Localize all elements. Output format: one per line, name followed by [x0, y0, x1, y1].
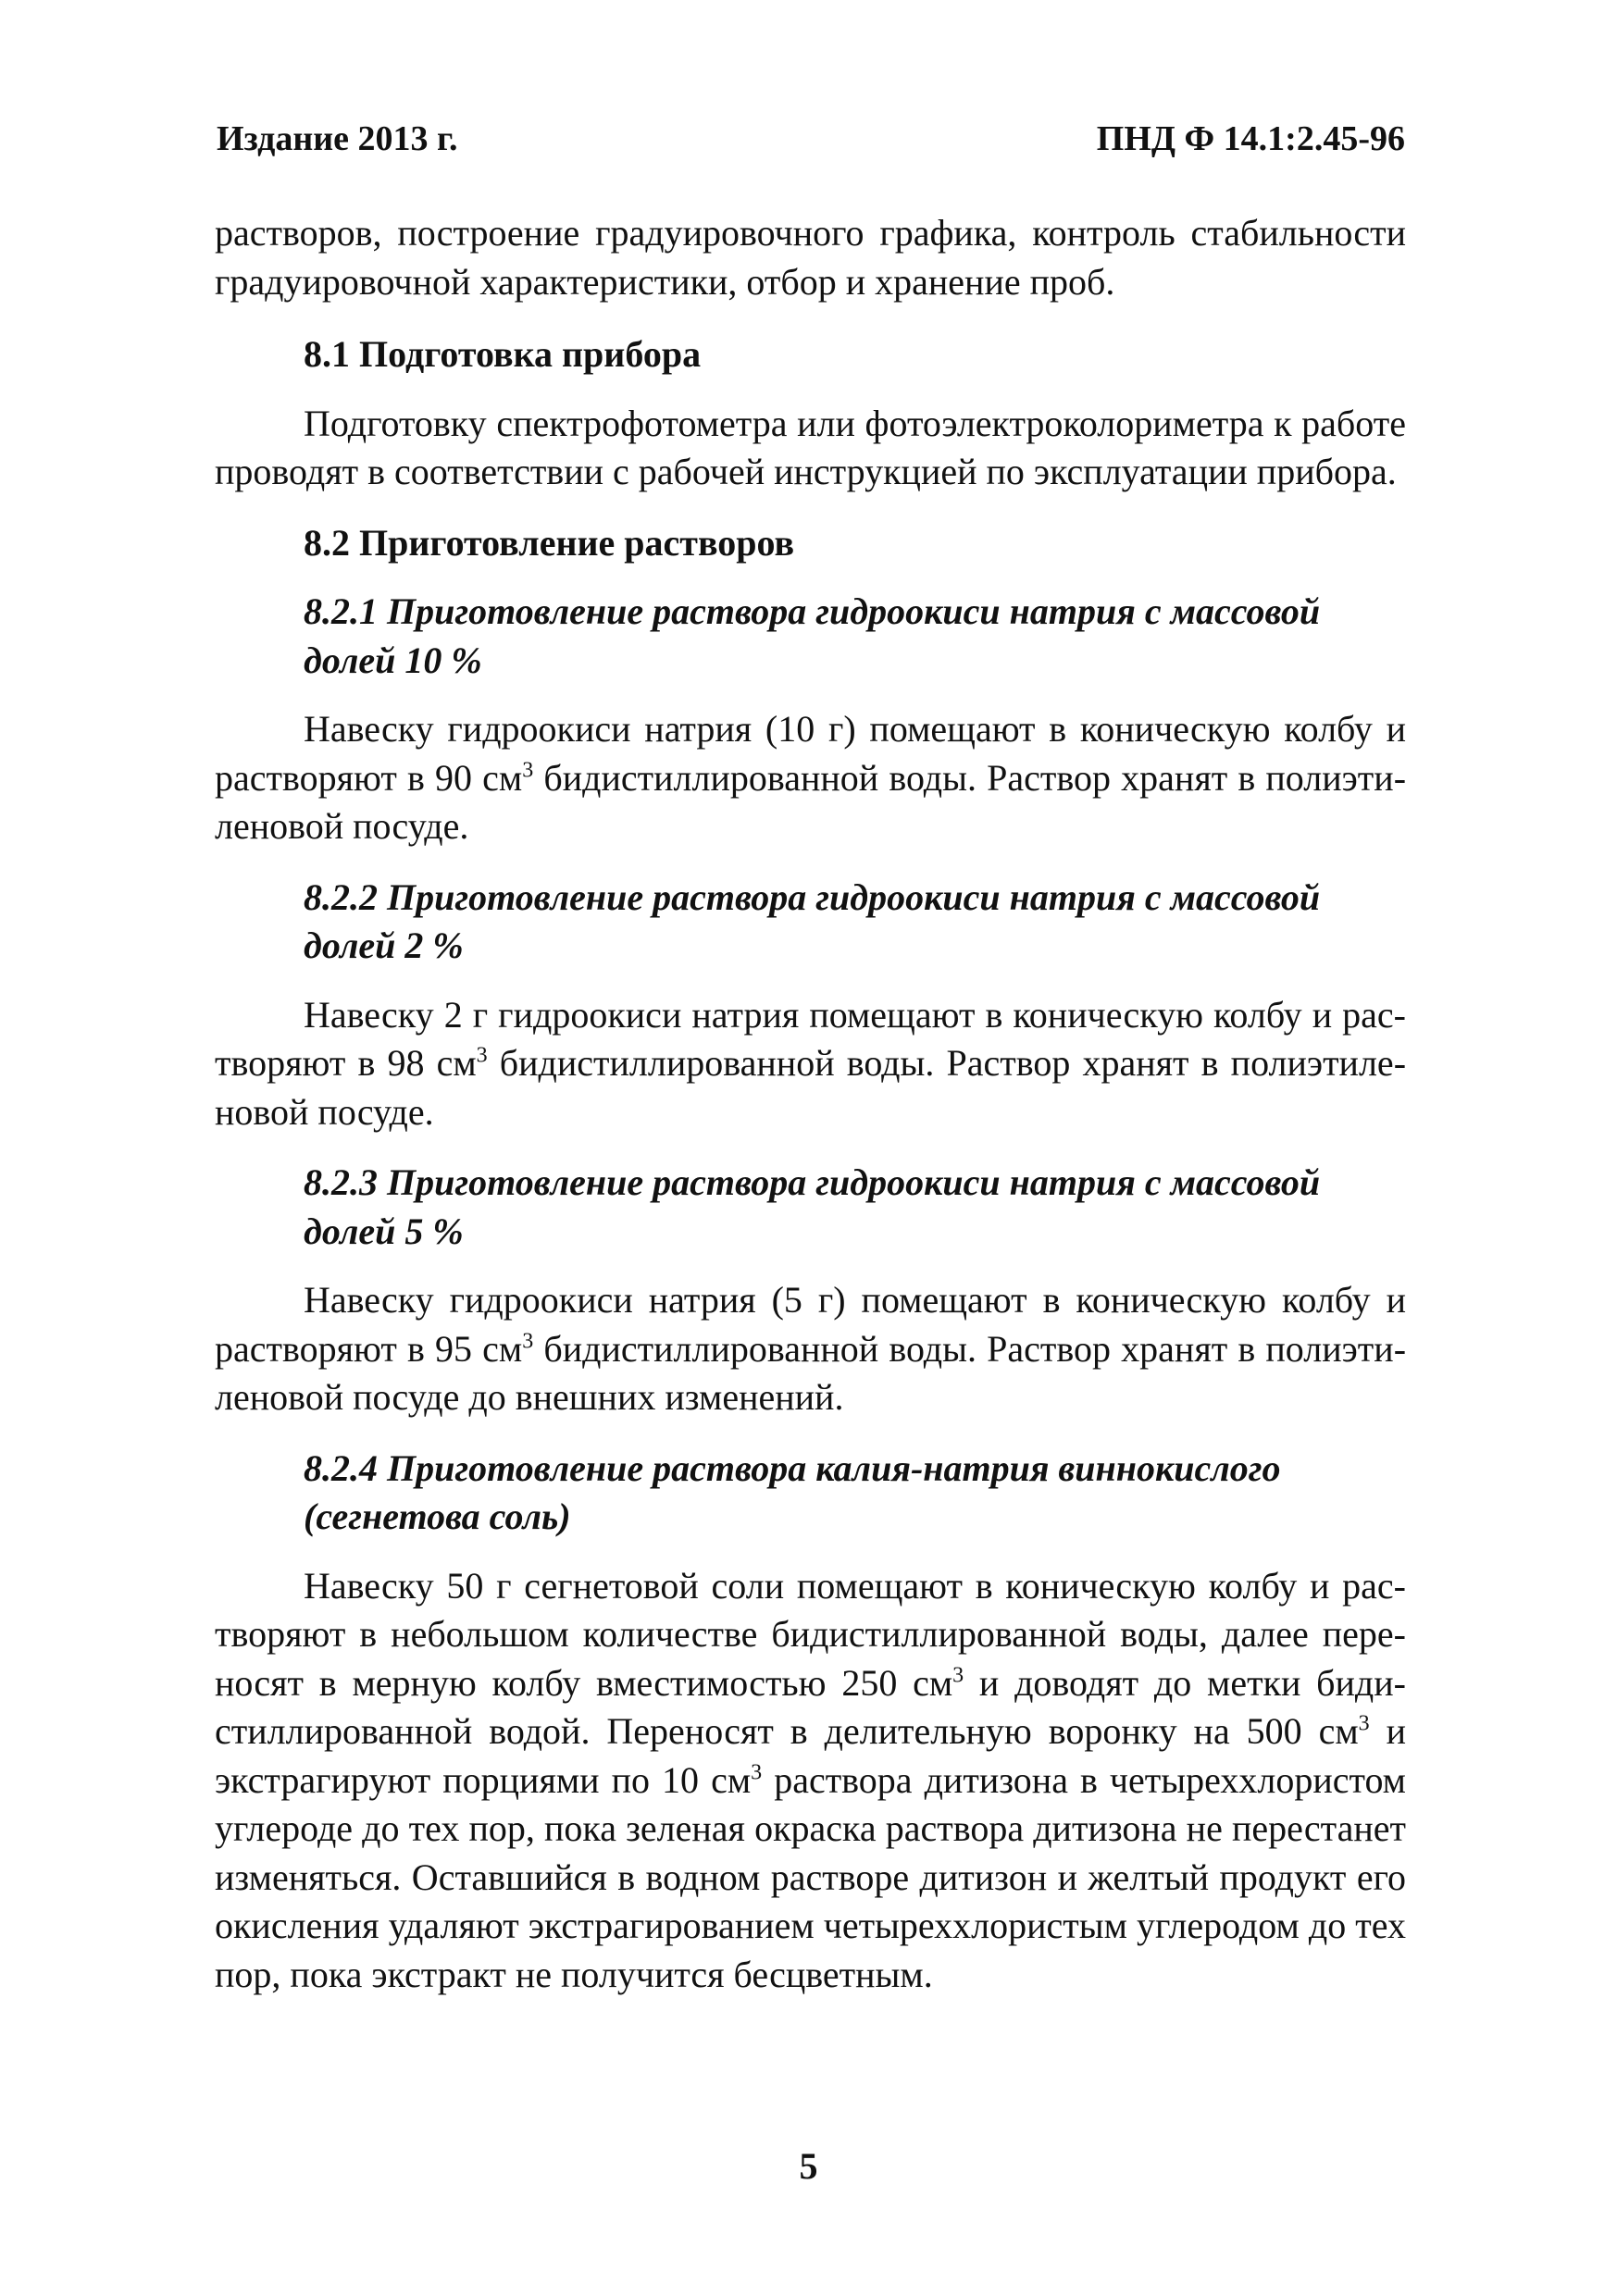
subsection-8-2-4-heading: 8.2.4 Приготовление раствора калия-натрия виннокислого (сегнетова соль): [304, 1446, 1281, 1537]
superscript-3: 3: [476, 1043, 488, 1068]
paragraph-text: бидистиллированной воды. Раствор хранят в полиэтиленовой посуде.: [215, 1042, 1407, 1133]
section-8-1-heading: 8.1 Подготовка прибора: [304, 333, 702, 375]
subsection-8-2-4-paragraph: [215, 1562, 1406, 2000]
intro-paragraph: растворов, построение градуировочного графика, контроль стабильности градуировочной характеристики, отбор и хранение проб.: [215, 212, 1406, 303]
page-body: [215, 209, 1406, 1999]
paragraph-text: Навеску гидроокиси натрия (10 г) помещают в коническую колбу и растворяют в 90 см: [215, 708, 1406, 799]
superscript-3: 3: [751, 1760, 763, 1785]
section-8-1-paragraph: Подготовку спектрофотометра или фотоэлектроколориметра к работе проводят в соответствии с рабочей инструкцией по эксплуатации прибора.: [215, 402, 1406, 492]
paragraph-text: Навеску 50 г сегнетовой соли помещают в коническую колбу и растворяют в небольшом количестве бидистиллированной воды, далее переносят в мерную колбу вместимостью 250 см: [215, 1564, 1406, 1704]
edition-header: Издание 2013 г.: [217, 119, 458, 158]
subsection-8-2-1-paragraph: [215, 705, 1406, 851]
subsection-8-2-2-paragraph: [215, 991, 1406, 1137]
paragraph-text: бидистиллированной воды. Раствор хранят в полиэтиленовой посуде до внешних изменений.: [215, 1327, 1407, 1418]
subsection-8-2-3-heading: 8.2.3 Приготовление раствора гидроокиси натрия с массовой долей 5 %: [304, 1161, 1321, 1252]
superscript-3: 3: [522, 1329, 534, 1354]
document-code-header: ПНД Ф 14.1:2.45-96: [1096, 119, 1405, 158]
superscript-3: 3: [952, 1663, 964, 1688]
superscript-3: 3: [522, 758, 534, 783]
paragraph-text: бидистиллированной воды. Раствор хранят в полиэтиленовой посуде.: [215, 756, 1407, 847]
paragraph-text: и экстрагируют порциями по 10 см: [215, 1710, 1406, 1801]
superscript-3: 3: [1358, 1711, 1370, 1736]
paragraph-text: Навеску гидроокиси натрия (5 г) помещают в коническую колбу и растворяют в 95 см: [215, 1279, 1406, 1370]
subsection-8-2-2-heading: 8.2.2 Приготовление раствора гидроокиси натрия с массовой долей 2 %: [304, 875, 1321, 966]
subsection-8-2-1-heading: 8.2.1 Приготовление раствора гидроокиси натрия с массовой долей 10 %: [304, 590, 1321, 681]
paragraph-text: и доводят до метки бидистиллированной водой. Переносят в делительную воронку на 500 см: [215, 1661, 1406, 1752]
paragraph-text: раствора дитизона в четыреххлористом углероде до тех пор, пока зеленая окраска раствора дитизона не перестанет изменяться. Оставшийся в водном растворе дитизон и желтый продукт его окисления удаляют экстрагированием четыреххлористым углеродом до тех пор, пока экстракт не получится бесцветным.: [215, 1758, 1406, 1995]
paragraph-text: Навеску 2 г гидроокиси натрия помещают в коническую колбу и растворяют в 98 см: [215, 993, 1406, 1084]
section-8-2-heading: 8.2 Приготовление растворов: [304, 521, 795, 564]
subsection-8-2-3-paragraph: [215, 1276, 1406, 1422]
page-number: 5: [799, 2145, 818, 2187]
